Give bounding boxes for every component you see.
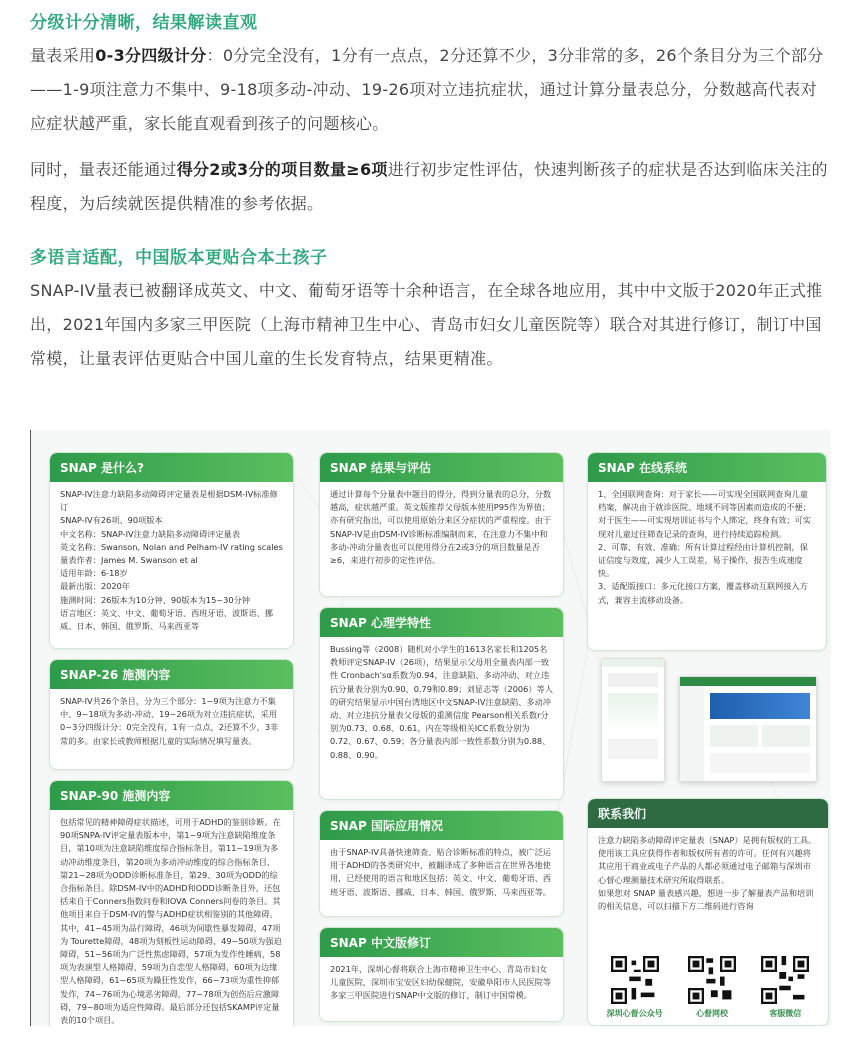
card-title: SNAP 结果与评估 — [320, 453, 563, 482]
card-title: SNAP-26 施测内容 — [50, 660, 293, 689]
card-body: 2021年，深圳心督将联合上海市精神卫生中心、青岛市妇女儿童医院，深圳市宝安区妇幼保健院，安徽阜阳市人民医院等多家三甲医院进行SNAP中文版的修订，制订中国常模。 — [330, 964, 552, 1001]
card-body: SNAP-IV注意力缺陷多动障碍评定量表是根据DSM-IV标准修订 SNAP-IV有26项、90项版本 中文名称：SNAP-IV注意力缺陷多动障碍评定量表 英文名称：Swanson, Nolan and Pelham-IV rating scales 量表作者：James M. Swanson et al 适用年龄：6-18岁 最新出版：2020年 施测时间：26版本为10分钟、90版本为15~30分钟 语言地区：英文、中文、葡萄牙语、西班牙语、波斯语、挪威、日本、韩国、俄罗斯、马来西亚等 — [60, 489, 283, 632]
qr-online-school[interactable] — [688, 956, 736, 1019]
qr-label: 深圳心督公众号 — [606, 1009, 663, 1018]
card-results — [319, 452, 564, 597]
section-heading-language: 多语言适配，中国版本更贴合本土孩子 — [30, 248, 328, 268]
paragraph-language: SNAP-IV量表已被翻译成英文、中文、葡萄牙语等十余种语言，在全球各地应用，其中中文版于2020年正式推出，2021年国内多家三甲医院（上海市精神卫生中心、青岛市妇女儿童医院等）联合对其进行修订，制订中国常模，让量表评估更贴合中国儿童的生长发育特点，结果更精准。 — [30, 281, 823, 368]
phone-screenshot — [601, 658, 665, 782]
bold-text: 0-3分四级计分 — [95, 46, 207, 65]
card-title: SNAP 是什么? — [50, 453, 293, 482]
bold-text: 得分2或3分的项目数量≥6项 — [176, 160, 388, 179]
card-title: 联系我们 — [588, 799, 828, 828]
qr-code-icon — [611, 956, 659, 1004]
text: 量表采用 — [30, 46, 96, 65]
qr-customer-service[interactable] — [761, 956, 809, 1019]
card-body: 注意力缺陷多动障碍评定量表（SNAP）是拥有版权的工具。使用该工具应获得作者和版权所有者的许可。任何有兴趣将其应用于商业或电子产品的人都必须通过电子邮箱与深圳市心督心理测量技术研究所取得联系。 如果您对 SNAP 量表感兴趣，想进一步了解量表产品和培训的相关信息，可以扫描下方二维码进行咨询 — [598, 835, 817, 912]
system-screenshots — [601, 658, 816, 788]
paragraph-scoring — [30, 39, 830, 141]
article — [0, 0, 860, 376]
card-international — [319, 810, 564, 917]
card-body: Bussing等（2008）随机对小学生的1613名家长和1205名教师评定SNAP-IV（26项），结果显示父母用全量表内部一致性 Cronbach'sα系数为0.94，注意缺陷、多动冲动、对立违抗分量表分别为0.90、0.79和0.89；刘显志等（2006）等人的研究结果显示中国台湾地区中文SNAP-IV注意缺陷、多动冲动、对立违抗分量表父母版的重测信度 Pearson相关系数r分别为0.73、0.68、0.61，内在等级相关ICC系数分别为0.72、0.67、0.59；各分量表内部一致性系数分别为0.88、0.88、0.90。 — [330, 644, 553, 760]
card-snap90 — [49, 780, 294, 1026]
qr-wechat-official[interactable] — [607, 956, 663, 1019]
text: ：0分完全没有，1分有一点点，2分还算不少，3分非常的多，26个条目分为三个部分——1-9项注意力不集中、9-18项多动-冲动、19-26项对立违抗症状，通过计算分量表总分，分数越高代表对应症状越严重，家长能直观看到孩子的问题核心。 — [30, 46, 824, 133]
card-title: SNAP 国际应用情况 — [320, 811, 563, 840]
card-body: 包括常见的精神障碍症状描述，可用于ADHD的鉴别诊断。在90项SNPA-IV评定量表版本中，第1~9项为注意缺陷维度条目，第10项为注意缺陷维度综合指标条目，第11~19项为多动冲动维度条目，第20项为多动冲动维度的综合指标条目，第21~28项为ODD诊断标准条目，第29、30项为ODD的综合指标条目。除DSM-IV中的ADHD和ODD诊断条目外，还包括来自于Conners指数问卷和IOVA Conners问卷的条目。其他项目来自于DSM-IV的警与ADHD症状相鉴别的其他障碍。其中，41~45项为品行障碍，46项为间歇性暴发障碍，47项为 Tourette障碍，48项为刻板性运动障碍，49~50项为强迫障碍，51~56项为广泛性焦虑障碍，57项为发作性睡病，58项为表演型人格障碍，59项为自恋型人格障碍，60项为边缘型人格障碍，61~65项为躁狂性发作，66~73项为重性抑郁发作，74~76项为心境恶劣障碍，77~78项为创伤后应激障碍，79~80项为适应性障碍。最后部分还包括SKAMP评定量表的10个项目。 — [60, 817, 282, 1026]
card-title: SNAP 心理学特性 — [320, 608, 563, 637]
card-body: 由于SNAP-IV具备快速筛查、贴合诊断标准的特点，被广泛运用于ADHD的各类研究中，被翻译成了多种语言在世界各地使用，已经使用的语言和地区包括：英文、中文、葡萄牙语、西班牙语、波斯语、挪威、日本、韩国、俄罗斯、马来西亚等。 — [330, 847, 552, 897]
card-what-is-snap — [49, 452, 294, 649]
card-title: SNAP 在线系统 — [588, 453, 826, 482]
card-snap26 — [49, 659, 294, 770]
snap-infographic — [30, 430, 831, 1026]
card-chinese-revision — [319, 927, 564, 1022]
card-body: SNAP-IV共26个条目，分为三个部分：1~9项为注意力不集中、9~18项为多动-冲动、19~26项为对立违抗症状，采用0~3分四级计分：0完全没有，1有一点点，2还算不少，3非常的多。由家长或教师根据儿童的实际情况填写量表。 — [60, 696, 279, 746]
card-online-system — [587, 452, 827, 651]
section-heading-scoring: 分级计分清晰，结果解读直观 — [30, 13, 258, 33]
text: 同时，量表还能通过 — [30, 160, 177, 179]
qr-label: 心督网校 — [695, 1009, 728, 1018]
card-psychometrics — [319, 607, 564, 800]
qr-code-icon — [761, 956, 809, 1004]
card-title: SNAP-90 施测内容 — [50, 781, 293, 810]
text: 进行初步定性评估，快速判断孩子的症状是否达到临床关注的程度，为后续就医提供精准的参考依据。 — [30, 160, 828, 213]
qr-codes — [588, 948, 828, 1025]
qr-code-icon — [688, 956, 736, 1004]
card-body: 1、全国联网查询：对于家长——可实现全国联网查询儿童档案，解决由于就诊医院、地域不同等因素而造成的不便；对于医生——可实现培训证书与个人绑定，终身有效；可实现对儿童过往筛查记录的查询，进行持续追踪检测。 2、可靠、有效、准确：所有计算过程经由计算机控制，保证信度与效度，减少人工误差，易于操作，报告生成速度快。 3、适配版接口：多元化接口方案，覆盖移动互联网接入方式，兼容主流移动设备。 — [598, 489, 811, 605]
desktop-screenshot — [679, 676, 817, 782]
card-contact — [587, 798, 829, 1026]
qr-label: 客服微信 — [769, 1009, 802, 1018]
card-title: SNAP 中文版修订 — [320, 928, 563, 957]
paragraph-assessment — [30, 153, 830, 221]
card-body: 通过计算每个分量表中题目的得分，得到分量表的总分，分数越高，症状越严重。英文版推荐父母版本使用P95作为界值；亦有研究指出，可以使用原始分来区分症状的严重程度。由于SNAP-IV是由DSM-IV诊断标准编制而来，在注意力不集中和多动-冲动分量表也可以使用得分在2或3分的项目数量是否≥6，来进行初步的定性评估。 — [330, 489, 552, 566]
